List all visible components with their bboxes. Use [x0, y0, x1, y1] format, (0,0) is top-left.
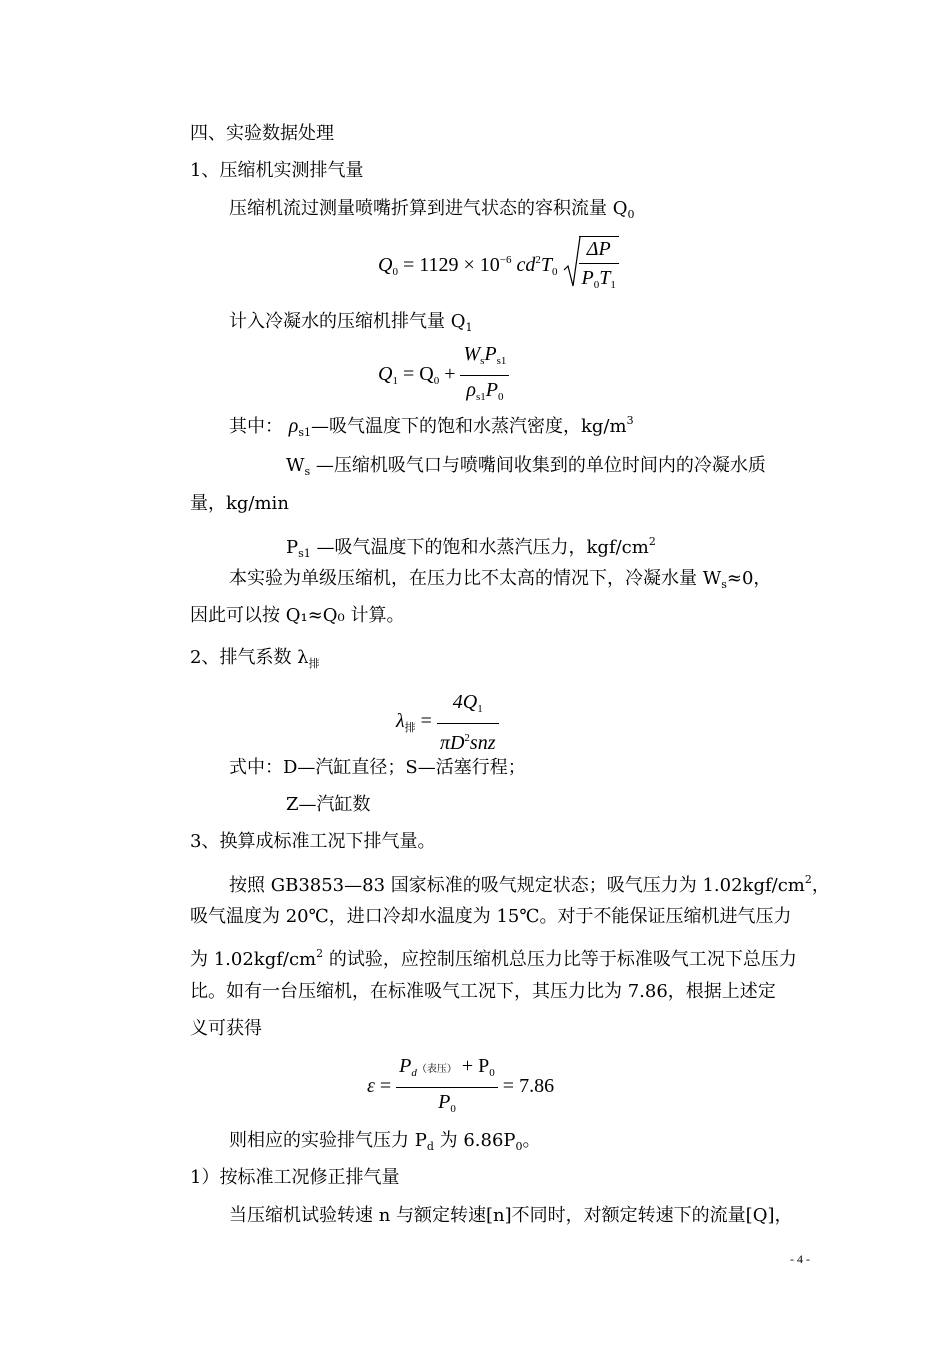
sub1-title: 1）按标准工况修正排气量 — [190, 1167, 400, 1188]
radical-sign-icon — [563, 236, 581, 288]
s3-para-1: 按照 GB3853—83 国家标准的吸气规定状态；吸气压力为 $1.02kgf/cm^2$， — [229, 873, 830, 896]
equation-q0: $Q_0 = 1129 \times 10^{-6}$ $cd^2T_0$ $\frac{\Delta P}{P_0T_1}$ — [378, 236, 619, 297]
s3-para-2: 吸气温度为 20℃，进口冷却水温度为 15℃。对于不能保证压缩机进气压力 — [190, 906, 792, 927]
s2-title: 2、排气系数 $\lambda_排$ — [190, 647, 320, 670]
rho-definition: 其中： $\rho_{s1}—$吸气温度下的饱和水蒸汽密度，$kg/m^3$ — [229, 414, 634, 439]
equation-q1: $Q_1 = Q_0$ + $\frac{W_sP_{s1}}{\rho_{s1}P_0}$ — [378, 342, 509, 409]
sub1-text: 当压缩机试验转速 n 与额定转速[n]不同时，对额定转速下的流量[Q]， — [229, 1205, 793, 1226]
ps-definition: $P_{s1}$ —吸气温度下的饱和水蒸汽压力，kgf/$cm^2$ — [286, 535, 656, 560]
s1-title: 1、压缩机实测排气量 — [190, 160, 364, 181]
s1-intro: 压缩机流过测量喷嘴折算到进气状态的容积流量 $Q_0$ — [229, 198, 635, 221]
s3-title: 3、换算成标准工况下排气量。 — [190, 831, 436, 852]
s3-para-3: 为 $1.02kgf/cm^2$ 的试验，应控制压缩机总压力比等于标准吸气工况下总压力 — [190, 947, 797, 970]
equation-lambda: $\lambda_排$ = $\frac{4Q_1}{\pi D^2snz}$ — [396, 690, 499, 755]
s3-para-4: 比。如有一台压缩机，在标准吸气工况下，其压力比为 7.86，根据上述定 — [190, 981, 776, 1002]
s3-para-5: 义可获得 — [190, 1018, 262, 1039]
note-line-1: 本实验为单级压缩机，在压力比不太高的情况下，冷凝水量 $W_s\approx 0$， — [229, 568, 772, 591]
s2-where: 式中：D—汽缸直径；S—活塞行程； — [229, 757, 526, 778]
ws-definition: $W_s$ —压缩机吸气口与喷嘴间收集到的单位时间内的冷凝水质 — [286, 455, 766, 478]
equation-epsilon: ε = $\frac{P_d(表压) + P_0}{P_0}$ = 7.86 — [367, 1055, 555, 1115]
pd-line: 则相应的实验排气压力 $P_d$ 为 $6.86P_0$。 — [229, 1130, 541, 1153]
sqrt-radical: $\frac{\Delta P}{P_0T_1}$ — [563, 236, 619, 297]
section-title: 四、实验数据处理 — [190, 123, 334, 144]
q1-intro: 计入冷凝水的压缩机排气量 $Q_1$ — [229, 311, 473, 334]
s2-z: Z—汽缸数 — [286, 794, 371, 815]
ws-definition-cont: 量，kg/min — [190, 493, 289, 514]
page-number: - 4 - — [790, 1252, 810, 1266]
note-line-2: 因此可以按 Q₁≈Q₀ 计算。 — [190, 605, 405, 626]
